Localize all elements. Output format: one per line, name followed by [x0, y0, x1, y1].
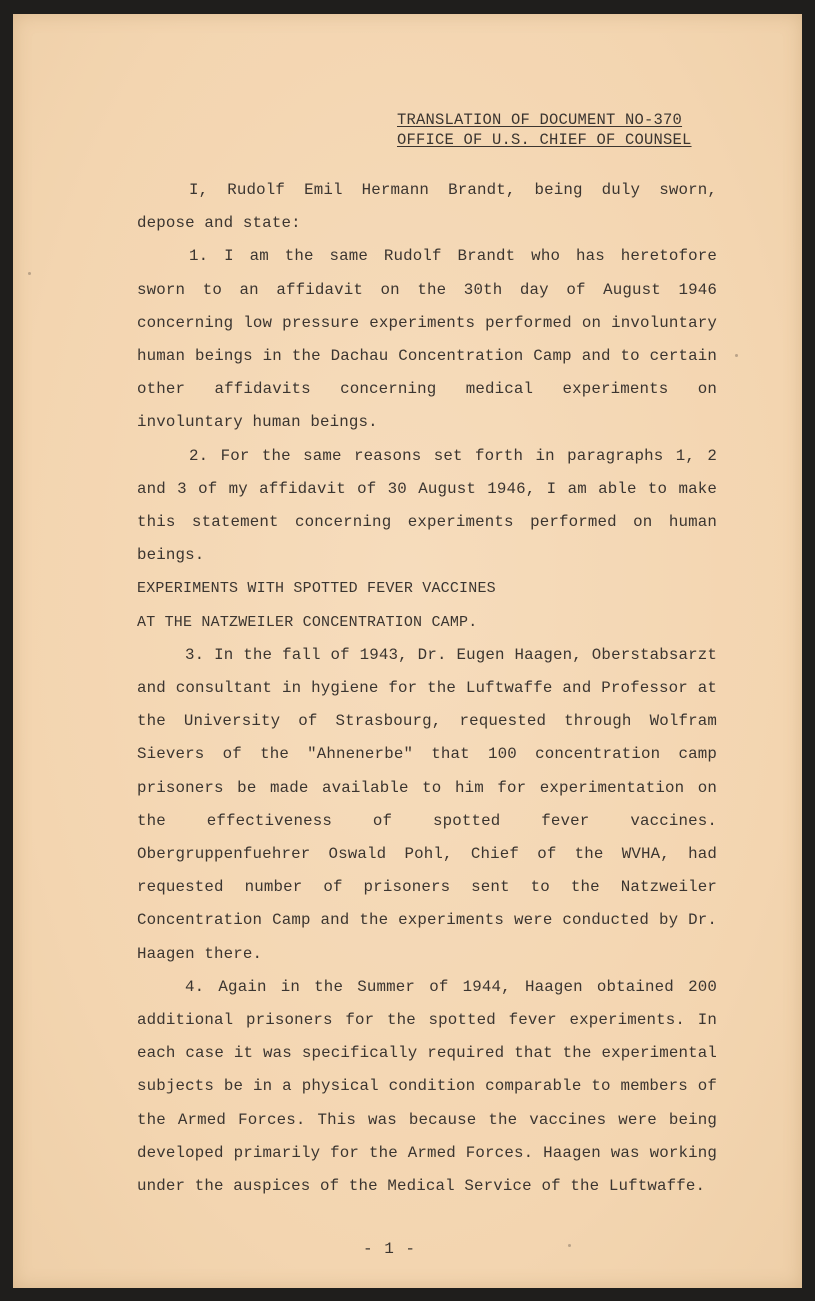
section-heading-line-1: EXPERIMENTS WITH SPOTTED FEVER VACCINES — [137, 580, 496, 598]
paragraph-1: 1. I am the same Rudolf Brandt who has heretofore sworn to an affidavit on the 30th day of August 1946 concerning low pressure experiments performed on involuntary human beings in the Dachau Concentration Camp and to certain other affidavits concerning medical experiments on involuntary human beings. — [137, 247, 717, 432]
document-page — [13, 14, 802, 1288]
paper-speck — [28, 272, 31, 275]
header-translation-line: TRANSLATION OF DOCUMENT NO-370 — [397, 111, 683, 129]
paragraph-3: 3. In the fall of 1943, Dr. Eugen Haagen, Oberstabsarzt and consultant in hygiene for the Luftwaffe and Professor at the University of Strasbourg, requested through Wolfram Sievers of the "Ahnenerbe" that 100 concentration camp prisoners be made available to him for experimentation on the effectiveness of spotted fever vaccines. Obergruppenfuehrer Oswald Pohl, Chief of the WVHA, had requested number of prisoners sent to the Natzweiler Concentration Camp and the experiments were conducted by Dr. Haagen there. — [137, 645, 717, 963]
paragraph-4: 4. Again in the Summer of 1944, Haagen obtained 200 additional prisoners for the spotted fever experiments. In each case it was specifically required that the experimental subjects be in a physical condition comparable to members of the Armed Forces. This was because the vaccines were being developed primarily for the Armed Forces. Haagen was working under the auspices of the Medical Service of the Luftwaffe. — [137, 977, 717, 1196]
intro-paragraph: I, Rudolf Emil Hermann Brandt, being duly sworn, depose and state: — [137, 181, 717, 233]
paper-speck — [568, 1244, 571, 1247]
document-body — [137, 174, 717, 1203]
page-number: - 1 - — [363, 1240, 417, 1258]
header-office-line: OFFICE OF U.S. CHIEF OF COUNSEL — [397, 131, 692, 149]
section-heading-line-2: AT THE NATZWEILER CONCENTRATION CAMP. — [137, 613, 478, 631]
paper-speck — [735, 354, 738, 357]
paragraph-2: 2. For the same reasons set forth in paragraphs 1, 2 and 3 of my affidavit of 30 August 1946, I am able to make this statement concerning experiments performed on human beings. — [137, 446, 717, 565]
document-header — [397, 110, 692, 150]
